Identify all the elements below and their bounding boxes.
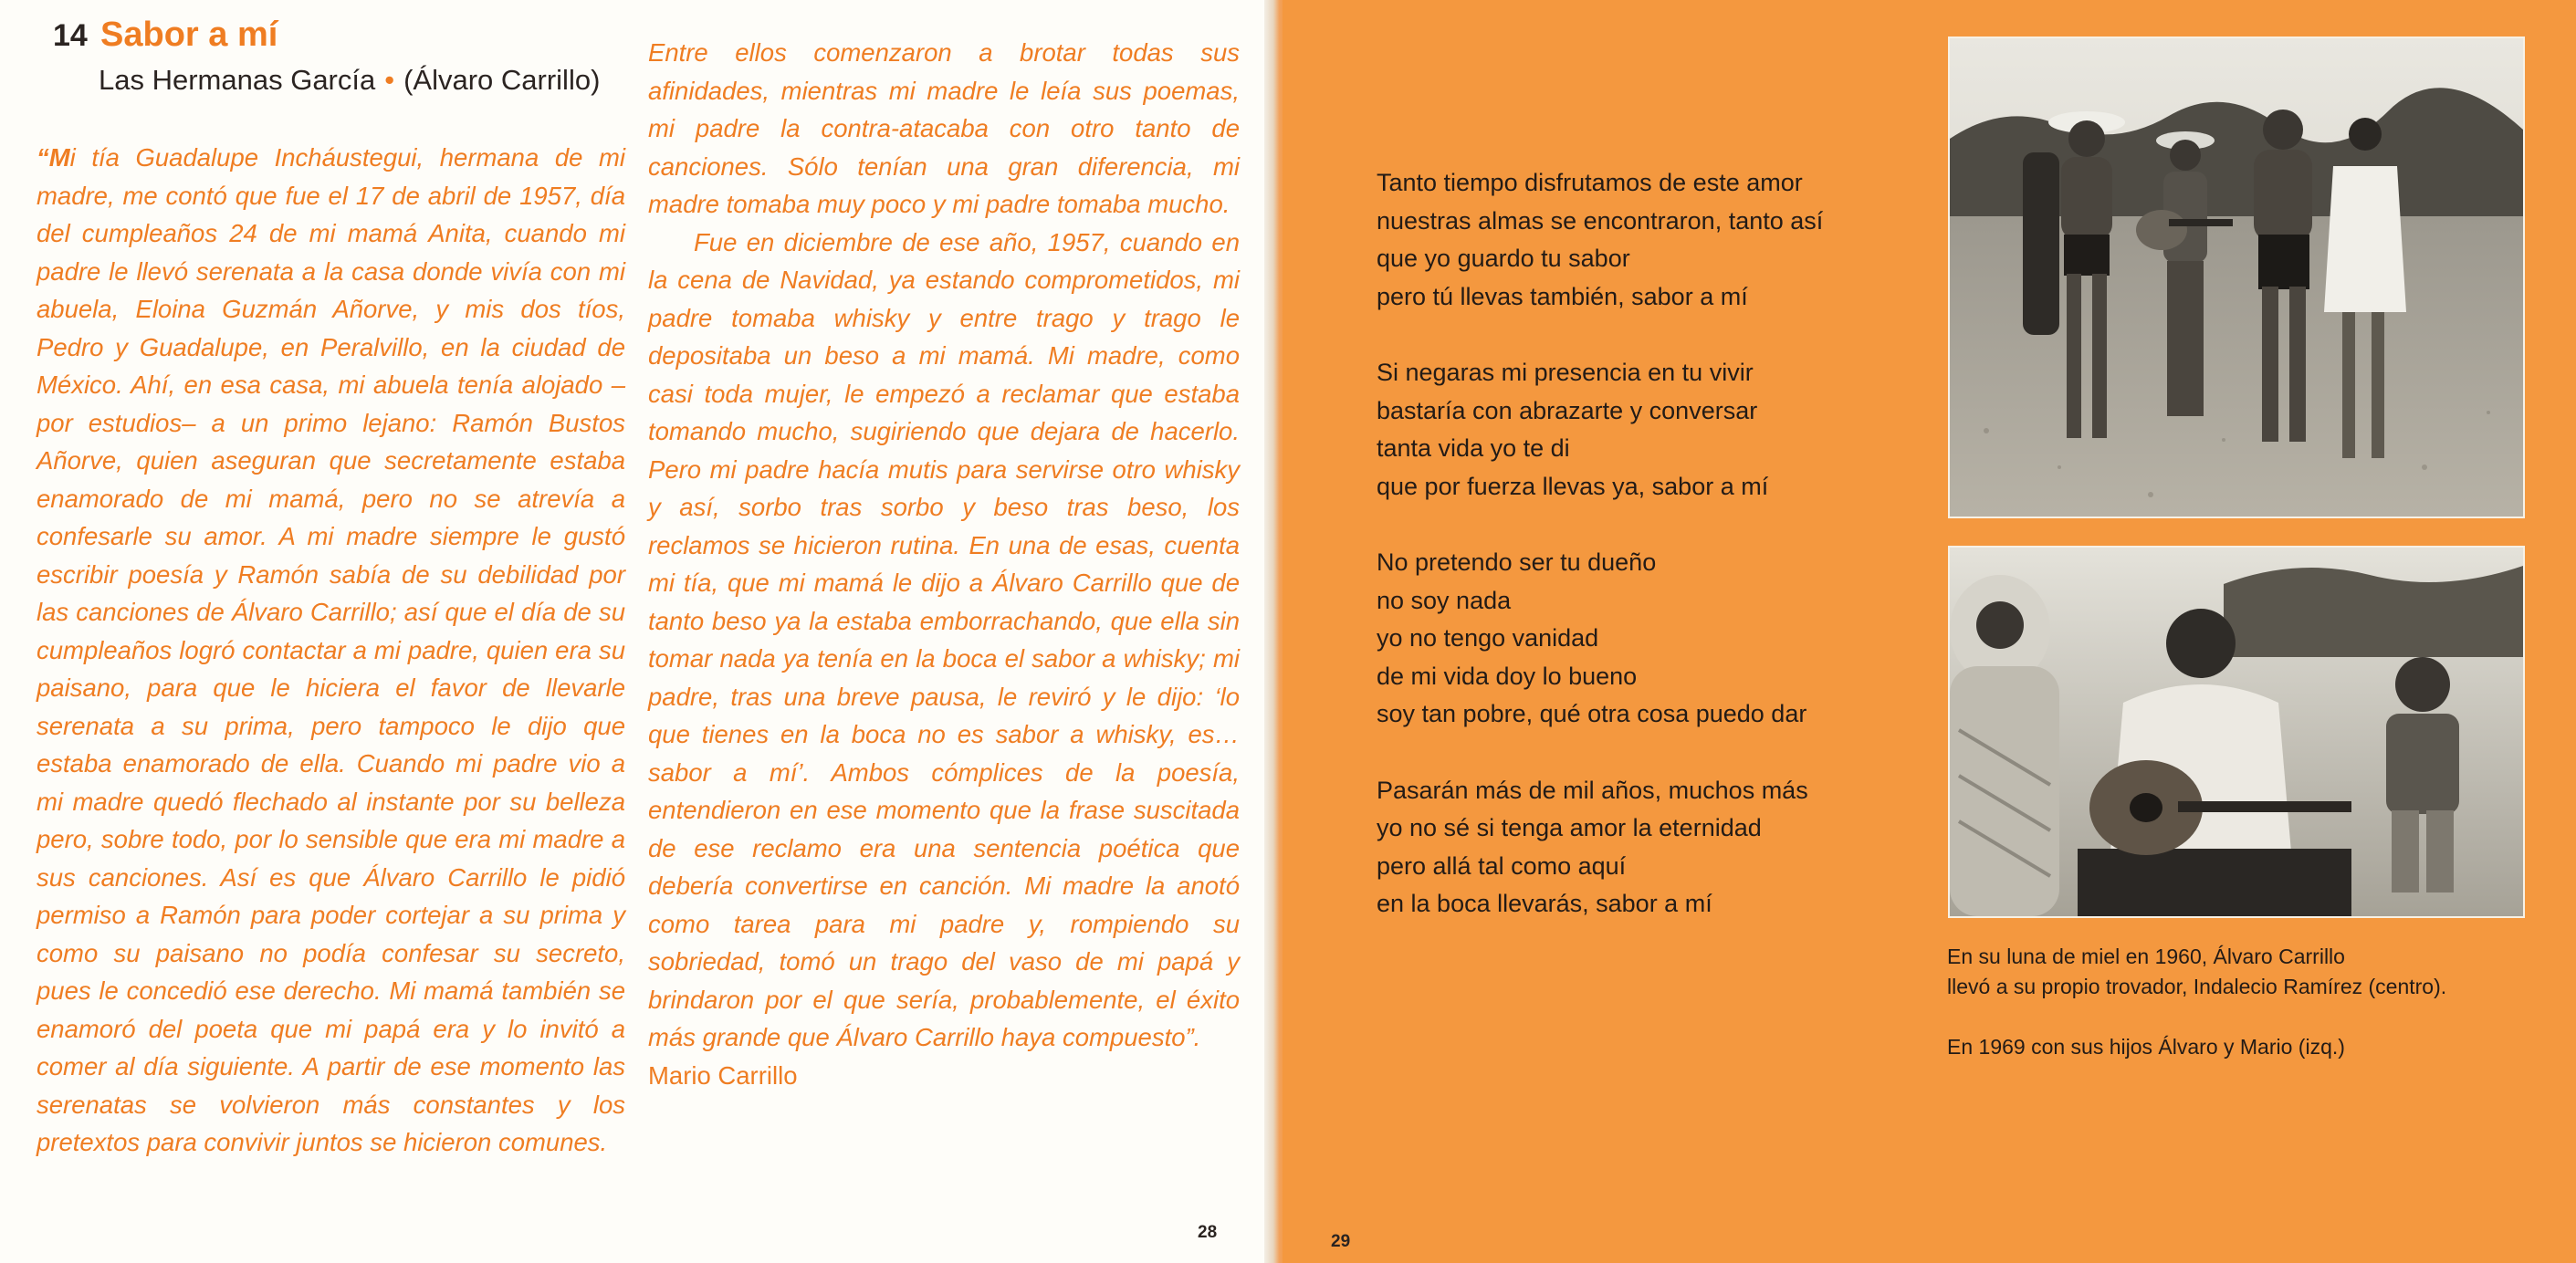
caption-line: En 1969 con sus hijos Álvaro y Mario (izq.): [1947, 1035, 2345, 1059]
lyrics-stanza-3: [1377, 544, 1961, 734]
lyric-line: no soy nada: [1377, 586, 1512, 614]
lyric-line: tanta vida yo te di: [1377, 434, 1570, 463]
track-number: 14: [53, 18, 88, 53]
performer: Las Hermanas García: [99, 64, 376, 96]
song-lyrics: [1377, 164, 1961, 961]
lyric-line: de mi vida doy lo bueno: [1377, 662, 1638, 690]
family-photo: [1948, 546, 2525, 918]
story-paragraph-3: Fue en diciembre de ese año, 1957, cuando en la cena de Navidad, ya estando comprometidos, mi padre tomaba whisky y entre trago y trago le depositaba un beso a mi mamá. Mi madre, como casi toda mujer, le empezó a reclamar que estaba tomando mucho, sugiriendo que dejara de hacerlo. Pero mi padre hacía mutis para servirse otro whisky y así, sorbo tras sorbo y beso tras beso, los reclamos se hicieron rutina. En una de esas, cuenta mi tía, que mi mamá le dijo a Álvaro Carrillo que de tanto beso ya la estaba emborrachando, que ella sin tomar nada ya tenía en la boca el sabor a whisky; mi padre, tras una breve pausa, le reviró y le dijo: ‘lo que tienes en la boca no es sabor a whisky, es… sabor a mí’. Ambos cómplices de la poesía, entendieron en ese momento que la frase suscitada de ese reclamo era una sentencia poética que debería convertirse en canción. Mi madre la anotó como tarea para mi padre y, rompiendo su sobriedad, tomó un trago del vaso de mi papá y brindaron por el que sería, probablemente, el éxito más grande que Álvaro Carrillo haya compuesto”.: [648, 227, 1240, 1051]
story-author: Mario Carrillo: [648, 1060, 798, 1090]
composer: (Álvaro Carrillo): [403, 64, 601, 96]
book-spine: [1264, 0, 1284, 1263]
lyric-line: yo no sé si tenga amor la eternidad: [1377, 814, 1762, 842]
family-photo-image: [1950, 548, 2523, 916]
left-page: [0, 0, 1273, 1263]
lyric-line: pero tú llevas también, sabor a mí: [1377, 282, 1748, 310]
story-paragraph-1: i tía Guadalupe Incháustegui, hermana de mi madre, me contó que fue el 17 de abril de 1957, día del cumpleaños 24 de mi mamá Anita, cuando mi padre le llevó serenata a la casa donde vivía con mi abuela, Eloina Guzmán Añorve, y mis dos tíos, Pedro y Guadalupe, en Peralvillo, en la ciudad de México. Ahí, en esa casa, mi abuela tenía alojado –por estudios– a un primo lejano: Ramón Bustos Añorve, quien aseguran que secretamente estaba enamorado de mi mamá, pero no se atrevía a confesarle su amor. A mi madre siempre le gustó escribir poesía y Ramón sabía de su debilidad por las canciones de Álvaro Carrillo; así que el día de su cumpleaños logró contactar a mi padre, quien era su paisano, para que le hiciera el favor de llevarle serenata a su prima, pero tampoco le dijo que estaba enamorado de ella. Cuando mi padre vio a mi madre quedó flechado al instante por su belleza pero, sobre todo, por lo sensible que era mi madre a sus canciones. Así es que Álvaro Carrillo le pidió permiso a Ramón para poder cortejar a su prima y como su paisano no podía confesar su secreto, pues le concedió ese derecho. Mi mamá también se enamoró del poeta que mi papá era y lo invitó a comer al día siguiente. A partir de ese momento las serenatas se volvieron más constantes y los pretextos para convivir juntos se hicieron comunes.: [37, 143, 625, 1156]
lyric-line: Tanto tiempo disfrutamos de este amor: [1377, 169, 1803, 196]
page-number-right: 29: [1331, 1232, 1351, 1251]
lyric-line: que por fuerza llevas ya, sabor a mí: [1377, 472, 1769, 500]
lyrics-stanza-4: [1377, 772, 1961, 924]
lyrics-stanza-1: [1377, 164, 1961, 316]
lyric-line: que yo guardo tu sabor: [1377, 245, 1630, 273]
story-column-1: [37, 139, 625, 1162]
lyric-line: No pretendo ser tu dueño: [1377, 548, 1657, 576]
honeymoon-caption: [1947, 942, 2531, 1002]
lyric-line: Pasarán más de mil años, muchos más: [1377, 776, 1808, 804]
caption-line: En su luna de miel en 1960, Álvaro Carrillo: [1947, 945, 2345, 968]
story-column-2: [648, 34, 1240, 1094]
lyric-line: yo no tengo vanidad: [1377, 624, 1599, 652]
lyric-line: en la boca llevarás, sabor a mí: [1377, 890, 1712, 918]
song-title: Sabor a mí: [100, 16, 278, 54]
lyrics-stanza-2: [1377, 354, 1961, 506]
song-credits: [99, 64, 600, 97]
separator-dot: •: [384, 64, 395, 96]
drop-cap: “M: [37, 143, 70, 172]
honeymoon-photo: [1948, 37, 2525, 518]
lyric-line: soy tan pobre, qué otra cosa puedo dar: [1377, 700, 1807, 728]
honeymoon-photo-image: [1950, 38, 2523, 517]
lyric-line: Si negaras mi presencia en tu vivir: [1377, 358, 1754, 386]
lyric-line: nuestras almas se encontraron, tanto así: [1377, 206, 1824, 235]
page-number-left: 28: [1198, 1223, 1218, 1242]
lyric-line: bastaría con abrazarte y conversar: [1377, 396, 1758, 424]
caption-line: llevó a su propio trovador, Indalecio Ramírez (centro).: [1947, 975, 2447, 998]
lyric-line: pero allá tal como aquí: [1377, 851, 1627, 880]
story-paragraph-2: Entre ellos comenzaron a brotar todas sus afinidades, mientras mi madre le leía sus poemas, mi padre la contra-atacaba con otro tanto de canciones. Sólo tenían una gran diferencia, mi madre tomaba muy poco y mi padre tomaba mucho.: [648, 38, 1240, 218]
family-caption: [1947, 1032, 2531, 1062]
